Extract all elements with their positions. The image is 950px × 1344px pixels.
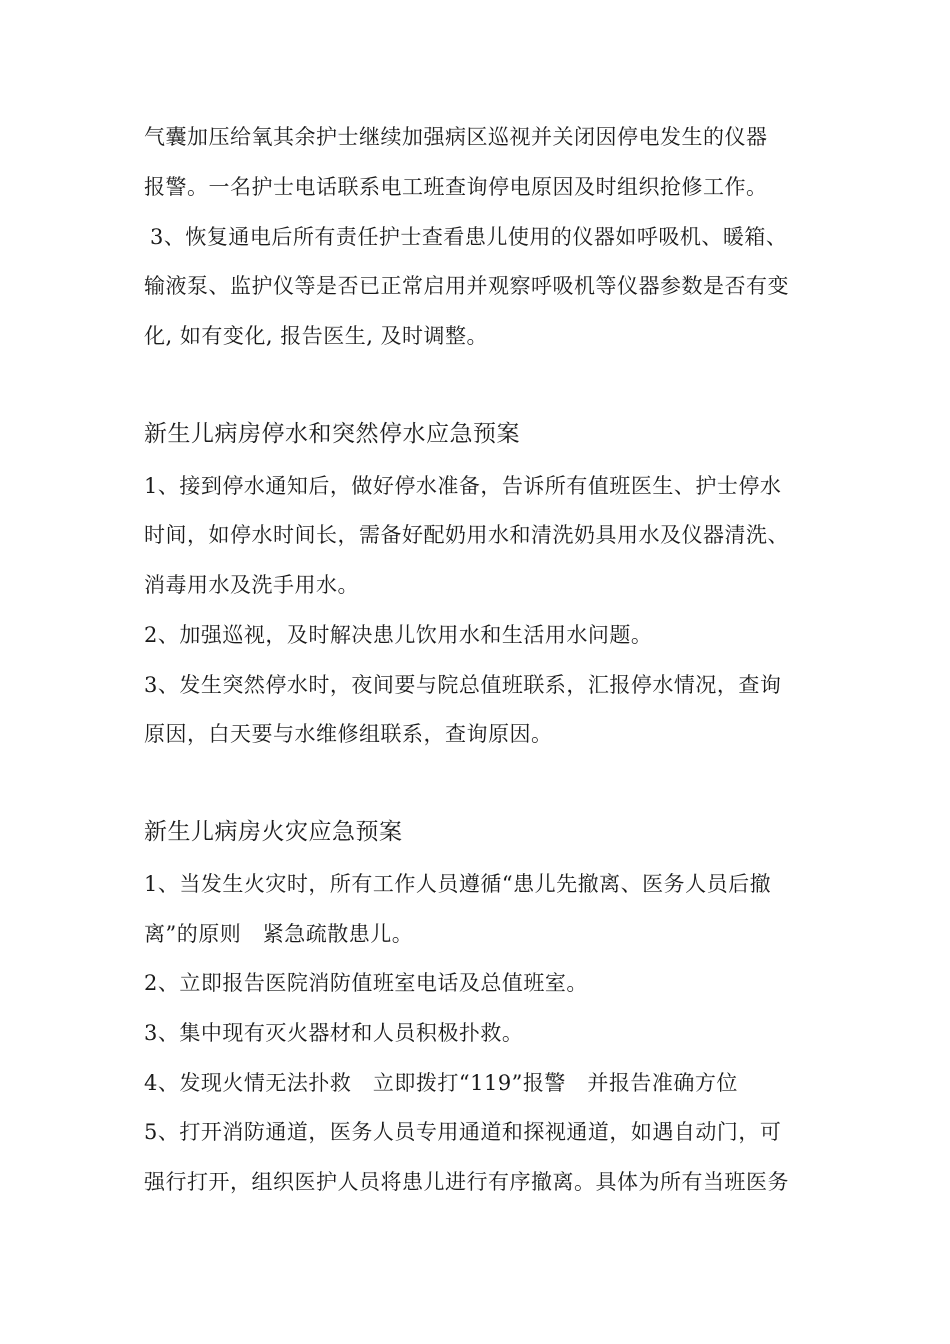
paragraph-line: 消毒用水及洗手用水。 — [144, 573, 359, 597]
section-title: 新生儿病房停水和突然停水应急预案 — [144, 421, 520, 447]
paragraph-line: 强行打开，组织医护人员将患儿进行有序撤离。具体为所有当班医务 — [144, 1170, 789, 1194]
paragraph-line: 2、立即报告医院消防值班室电话及总值班室。 — [144, 971, 588, 995]
paragraph-line: 5、打开消防通道，医务人员专用通道和探视通道，如遇自动门，可 — [144, 1120, 782, 1144]
section-title: 新生儿病房火灾应急预案 — [144, 819, 403, 845]
paragraph-line: 4、发现火情无法扑救 立即拨打“119”报警 并报告准确方位 — [144, 1071, 738, 1095]
paragraph-line: 气囊加压给氧其余护士继续加强病区巡视并关闭因停电发生的仪器 — [144, 125, 768, 149]
paragraph-line: 输液泵、监护仪等是否已正常启用并观察呼吸机等仪器参数是否有变 — [144, 274, 789, 298]
paragraph-line: 离”的原则 紧急疏散患儿。 — [144, 922, 414, 946]
paragraph-line: 1、当发生火灾时，所有工作人员遵循“患儿先撤离、医务人员后撤 — [144, 872, 772, 896]
paragraph-line: 3、集中现有灭火器材和人员积极扑救。 — [144, 1021, 524, 1045]
paragraph-line: 时间，如停水时间长，需备好配奶用水和清洗奶具用水及仪器清洗、 — [144, 523, 789, 547]
paragraph-line: 原因，白天要与水维修组联系，查询原因。 — [144, 722, 553, 746]
paragraph-line: 报警。一名护士电话联系电工班查询停电原因及时组织抢修工作。 — [144, 175, 768, 199]
paragraph-line: 1、接到停水通知后，做好停水准备，告诉所有值班医生、护士停水 — [144, 474, 782, 498]
paragraph-line: 2、加强巡视，及时解决患儿饮用水和生活用水问题。 — [144, 623, 653, 647]
paragraph-line: 3、恢复通电后所有责任护士查看患儿使用的仪器如呼吸机、暖箱、 — [150, 225, 788, 249]
paragraph-line: 3、发生突然停水时，夜间要与院总值班联系，汇报停水情况，查询 — [144, 673, 782, 697]
paragraph-line: 化, 如有变化, 报告医生, 及时调整。 — [144, 324, 489, 348]
